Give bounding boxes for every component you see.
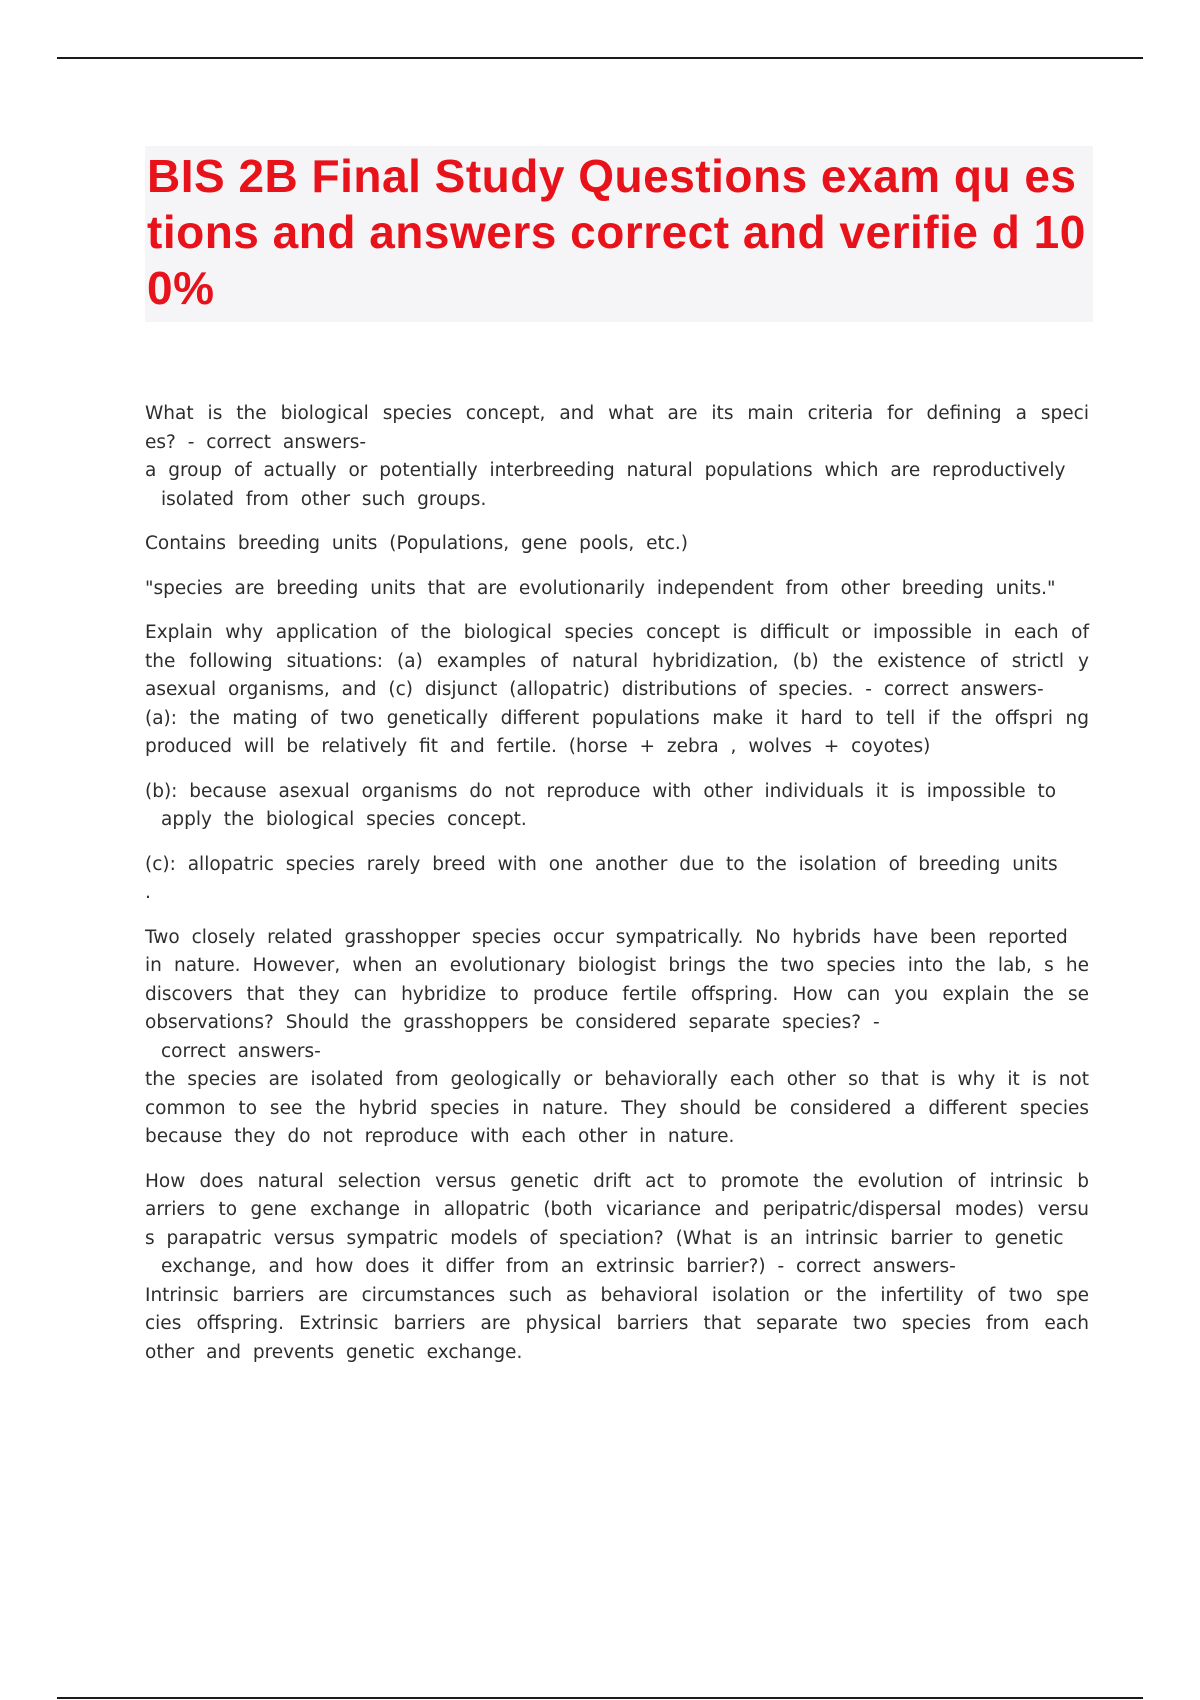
answer-1-quote: "species are breeding units that are evolutionarily independent from other breeding units." xyxy=(145,577,1056,599)
answer-2a: (a): the mating of two genetically different populations make it hard to tell if the offspri ng produced will be relatively fit and fertile. (horse + zebra , wolves + coyotes) xyxy=(145,707,1089,757)
title-banner xyxy=(145,146,1093,322)
document-title: BIS 2B Final Study Questions exam qu estions and answers correct and verifie d 100% xyxy=(147,150,1086,314)
answer-2b-continued: apply the biological species concept. xyxy=(161,809,527,830)
question-3: Two closely related grasshopper species occur sympatrically. No hybrids have been reported xyxy=(145,926,1068,948)
question-3-answer-marker: correct answers- xyxy=(161,1040,321,1062)
answer-3: the species are isolated from geologically or behaviorally each other so that is why it is not common to see the hybrid species in nature. They should be considered a different species because they do not reproduce with each other in nature. xyxy=(145,1069,1089,1147)
answer-2c-continued: . xyxy=(145,882,151,903)
answer-2c: (c): allopatric species rarely breed with one another due to the isolation of breeding units xyxy=(145,853,1058,875)
question-2: Explain why application of the biological species concept is difficult or impossible in each of the following situations: (a) examples of natural hybridization, (b) the existence of strictl y asexual organisms, and (c) disjunct (allopatric) distributions of species. - correct answers- xyxy=(145,622,1089,700)
question-3-continued: in nature. However, when an evolutionary biologist brings the two species into the lab, s he discovers that they can hybridize to produce fertile offspring. How can you explain the se observations? Should the grasshoppers be considered separate species? - xyxy=(145,955,1089,1033)
document-body xyxy=(145,400,1089,1383)
answer-4: Intrinsic barriers are circumstances such as behavioral isolation or the infertility of two spe cies offspring. Extrinsic barriers are physical barriers that separate two species from each other and prevents genetic exchange. xyxy=(145,1284,1089,1363)
answer-1-note: Contains breeding units (Populations, gene pools, etc.) xyxy=(145,533,688,554)
top-rule xyxy=(57,57,1143,59)
question-1: What is the biological species concept, and what are its main criteria for defining a speci es? - correct answers- xyxy=(145,403,1089,453)
question-4-continued: exchange, and how does it differ from an extrinsic barrier?) - correct answers- xyxy=(161,1256,956,1277)
question-4: How does natural selection versus genetic drift act to promote the evolution of intrinsic b arriers to gene exchange in allopatric (both vicariance and peripatric/dispersal modes) versu s parapatric versus sympatric models of speciation? (What is an intrinsic barrier to genetic xyxy=(145,1170,1089,1249)
bottom-rule xyxy=(57,1697,1143,1699)
answer-1: a group of actually or potentially interbreeding natural populations which are reproductively xyxy=(145,460,1066,481)
answer-2b: (b): because asexual organisms do not reproduce with other individuals it is impossible to xyxy=(145,780,1057,802)
answer-1-continued: isolated from other such groups. xyxy=(161,488,487,510)
